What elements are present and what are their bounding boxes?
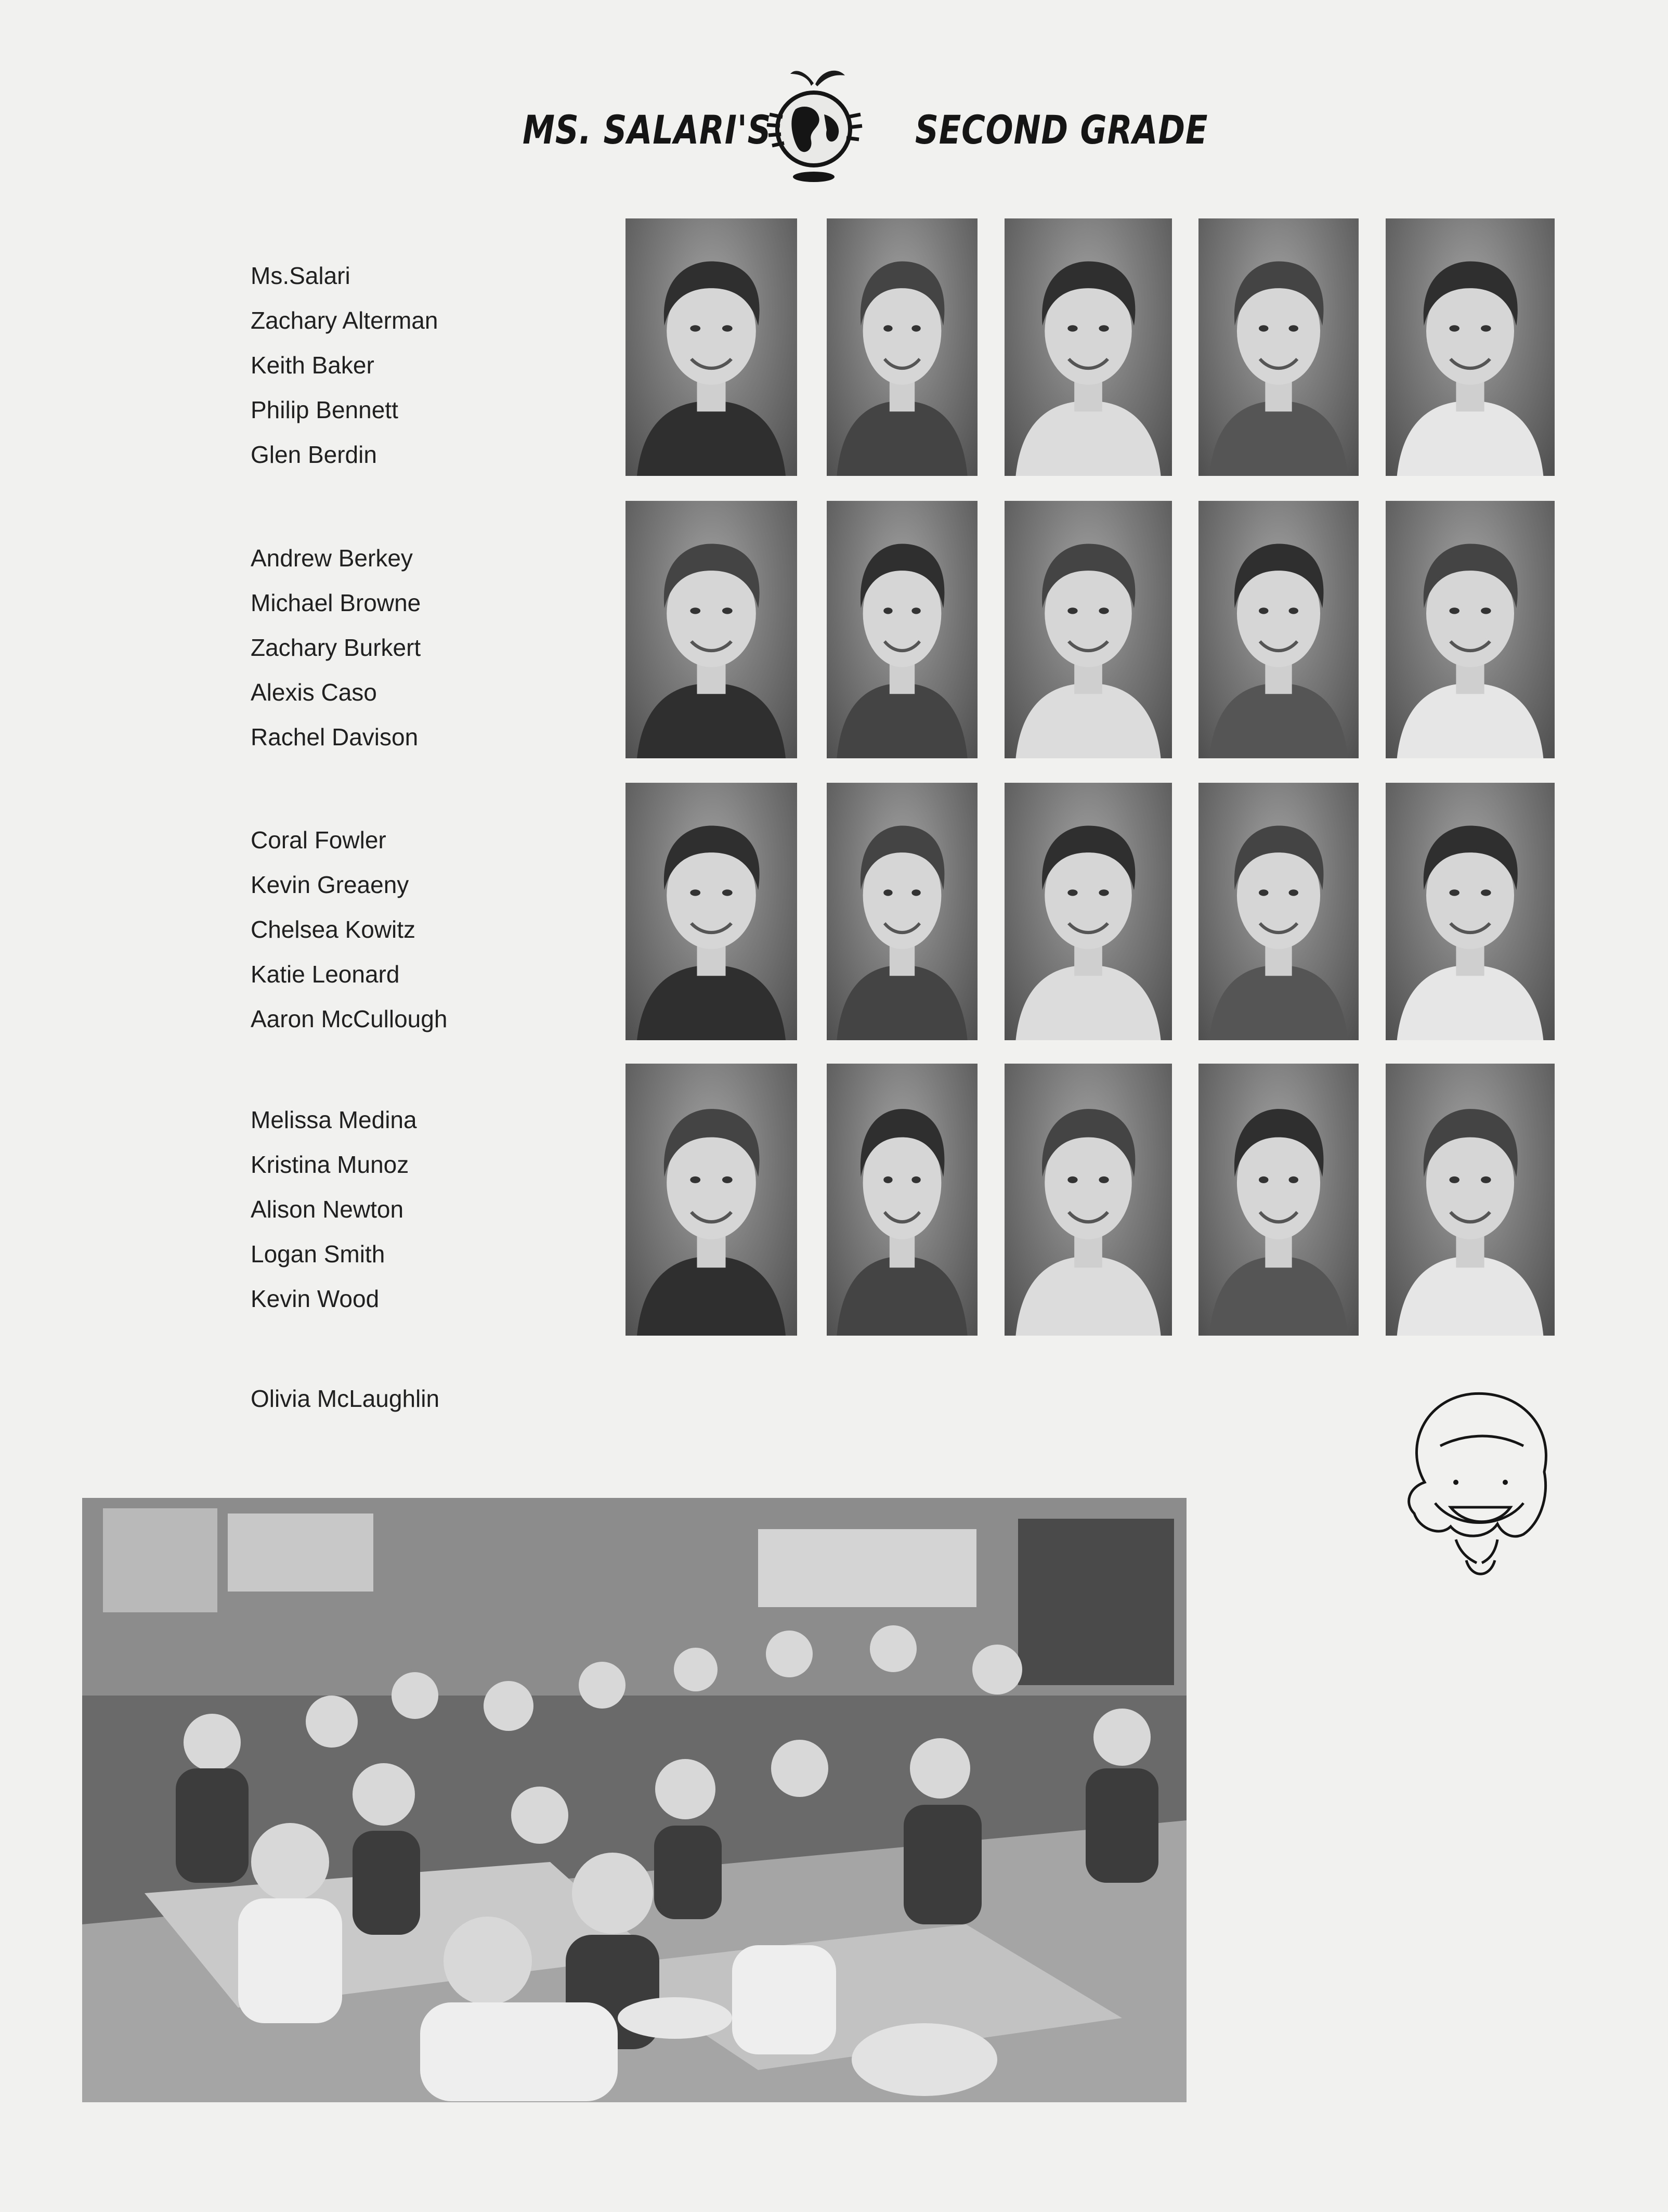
student-name: Alexis Caso	[251, 679, 377, 706]
class-group-photo	[82, 1498, 1187, 2102]
student-name: Alison Newton	[251, 1196, 404, 1223]
student-portrait-photo	[1386, 1064, 1555, 1336]
student-portrait-photo	[1386, 783, 1555, 1040]
student-name: Andrew Berkey	[251, 545, 413, 572]
student-portrait-photo	[1198, 783, 1359, 1040]
student-name: Rachel Davison	[251, 723, 419, 751]
student-name: Philip Bennett	[251, 396, 398, 423]
header-title-left: MS. SALARI'S	[523, 107, 772, 153]
student-name: Michael Browne	[251, 589, 421, 616]
student-portrait-photo	[626, 218, 797, 476]
classroom-scene	[82, 1498, 1187, 2102]
names-group-row-1	[251, 253, 615, 477]
student-portrait-photo	[827, 501, 978, 758]
student-portrait-photo	[1386, 501, 1555, 758]
student-portrait-photo	[827, 783, 978, 1040]
smiling-face-doodle-icon	[1393, 1383, 1570, 1592]
student-portrait-photo	[1005, 501, 1172, 758]
student-name: Chelsea Kowitz	[251, 916, 416, 943]
student-name: Katie Leonard	[251, 961, 400, 988]
student-name: Kevin Wood	[251, 1285, 380, 1312]
student-portrait-photo	[1005, 218, 1172, 476]
student-portrait-photo	[827, 1064, 978, 1336]
student-portrait-photo	[1386, 218, 1555, 476]
names-group-row-3	[251, 818, 615, 1041]
student-name: Ms.Salari	[251, 262, 350, 289]
header-title-right: SECOND GRADE	[915, 107, 1208, 153]
student-name: Coral Fowler	[251, 826, 386, 853]
apple-globe-icon	[759, 68, 868, 187]
student-portrait-photo	[1005, 783, 1172, 1040]
student-name: Logan Smith	[251, 1240, 385, 1267]
names-group-row-4	[251, 1097, 615, 1321]
student-portrait-photo	[1005, 1064, 1172, 1336]
student-portrait-photo	[1198, 218, 1359, 476]
student-portrait-photo	[1198, 1064, 1359, 1336]
student-name: Zachary Alterman	[251, 307, 438, 334]
student-portrait-photo	[1198, 501, 1359, 758]
student-name: Keith Baker	[251, 352, 374, 379]
student-name: Aaron McCullough	[251, 1005, 448, 1032]
student-name: Melissa Medina	[251, 1106, 417, 1133]
student-portrait-photo	[626, 1064, 797, 1336]
student-portrait-photo	[626, 783, 797, 1040]
student-name: Zachary Burkert	[251, 634, 421, 661]
student-name: Glen Berdin	[251, 441, 377, 468]
student-name: Kristina Munoz	[251, 1151, 409, 1178]
student-portrait-photo	[827, 218, 978, 476]
names-group-row-2	[251, 536, 615, 759]
student-portrait-photo	[626, 501, 797, 758]
student-name-extra: Olivia McLaughlin	[251, 1385, 440, 1412]
student-name: Kevin Greaeny	[251, 871, 409, 898]
